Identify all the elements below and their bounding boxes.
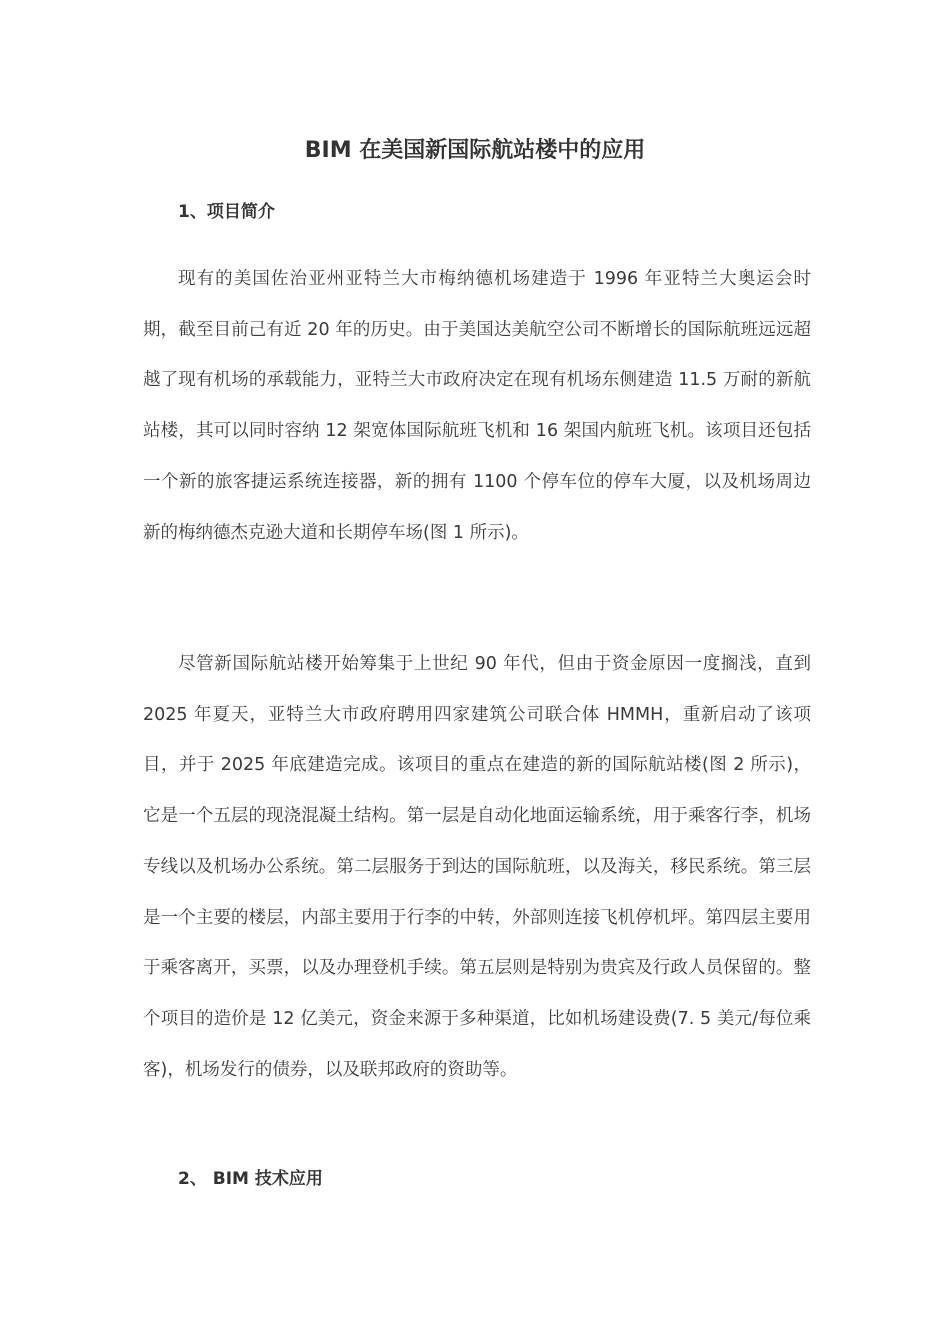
document-title: BIM 在美国新国际航站楼中的应用 xyxy=(304,138,646,163)
paragraph-project-background: 现有的美国佐治亚州亚特兰大市梅纳德机场建造于 1996 年亚特兰大奥运会时期，截至目前己有近 20 年的历史。由于美国达美航空公司不断增长的国际航班远远超越了现有机场的承载能力，亚特兰大市政府决定在现有机场东侧建造 11.5 万耐的新航站楼，其可以同时容纳 12 架宽体国际航班飞机和 16 架国内航班飞机。该项目还包括一个新的旅客捷运系统连接器，新的拥有 1100 个停车位的停车大厦，以及机场周边新的梅纳德杰克逊大道和长期停车场(图 1 所示)。 xyxy=(143,269,811,543)
section-heading-project-intro: 1、项目简介 xyxy=(178,202,275,222)
paragraph-project-details: 尽管新国际航站楼开始筹集于上世纪 90 年代，但由于资金原因一度搁浅，直到 2025 年夏天，亚特兰大市政府聘用四家建筑公司联合体 HMMH，重新启动了该项目，并于 2025 年底建造完成。该项目的重点在建造的新的国际航站楼(图 2 所示)，它是一个五层的现浇混凝土结构。第一层是自动化地面运输系统，用于乘客行李，机场专线以及机场办公系统。第二层服务于到达的国际航班，以及海关，移民系统。第三层是一个主要的楼层，内部主要用于行李的中转，外部则连接飞机停机坪。第四层主要用于乘客离开，买票，以及办理登机手续。第五层则是特别为贵宾及行政人员保留的。整个项目的造价是 12 亿美元，资金来源于多种渠道，比如机场建设费(7. 5 美元/每位乘客)，机场发行的债券，以及联邦政府的资助等。 xyxy=(143,654,811,1080)
section-heading-bim-application: 2、 BIM 技术应用 xyxy=(178,1169,323,1189)
